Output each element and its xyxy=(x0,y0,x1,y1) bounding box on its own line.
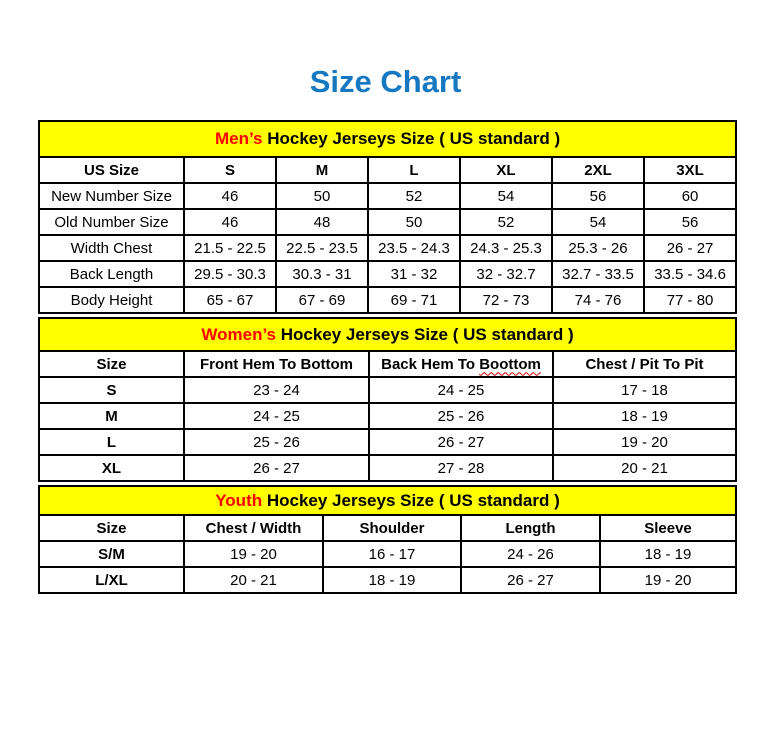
table-row xyxy=(39,287,736,313)
table-cell: 32.7 - 33.5 xyxy=(552,261,644,287)
row-label: Width Chest xyxy=(39,235,184,261)
table-row xyxy=(39,183,736,209)
column-header: Chest / Width xyxy=(184,515,323,541)
mens-band-title xyxy=(39,121,736,157)
table-cell: 60 xyxy=(644,183,736,209)
table-cell: 65 - 67 xyxy=(184,287,276,313)
column-header: 3XL xyxy=(644,157,736,183)
row-label: L/XL xyxy=(39,567,184,593)
mens-header-row xyxy=(39,157,736,183)
row-label: L xyxy=(39,429,184,455)
table-row xyxy=(39,377,736,403)
page-title: Size Chart xyxy=(309,64,462,99)
mens-band-rest: Hockey Jerseys Size ( US standard ) xyxy=(262,129,561,148)
table-cell: 52 xyxy=(368,183,460,209)
row-label: XL xyxy=(39,455,184,481)
row-label: S/M xyxy=(39,541,184,567)
table-row xyxy=(39,567,736,593)
table-cell: 32 - 32.7 xyxy=(460,261,552,287)
table-cell: 26 - 27 xyxy=(369,429,553,455)
column-header: 2XL xyxy=(552,157,644,183)
table-cell: 26 - 27 xyxy=(461,567,600,593)
row-label: Body Height xyxy=(39,287,184,313)
womens-header-row xyxy=(39,351,736,377)
table-cell: 77 - 80 xyxy=(644,287,736,313)
table-cell: 25.3 - 26 xyxy=(552,235,644,261)
column-header: L xyxy=(368,157,460,183)
column-header: XL xyxy=(460,157,552,183)
womens-size-table xyxy=(38,317,737,482)
row-label: S xyxy=(39,377,184,403)
table-cell: 52 xyxy=(460,209,552,235)
womens-band-rest: Hockey Jerseys Size ( US standard ) xyxy=(276,324,574,344)
table-cell: 20 - 21 xyxy=(184,567,323,593)
table-cell: 48 xyxy=(276,209,368,235)
table-cell: 24.3 - 25.3 xyxy=(460,235,552,261)
table-cell: 54 xyxy=(460,183,552,209)
youth-band-rest: Hockey Jerseys Size ( US standard ) xyxy=(262,490,560,510)
table-cell: 20 - 21 xyxy=(553,455,736,481)
table-cell: 22.5 - 23.5 xyxy=(276,235,368,261)
table-cell: 29.5 - 30.3 xyxy=(184,261,276,287)
youth-band-title xyxy=(39,486,736,515)
row-label: Old Number Size xyxy=(39,209,184,235)
table-cell: 46 xyxy=(184,209,276,235)
table-cell: 74 - 76 xyxy=(552,287,644,313)
youth-header-row xyxy=(39,515,736,541)
column-header-prefix: Back Hem To xyxy=(381,355,480,373)
column-header: S xyxy=(184,157,276,183)
table-cell: 25 - 26 xyxy=(369,403,553,429)
column-header: Size xyxy=(39,351,184,377)
table-cell: 46 xyxy=(184,183,276,209)
table-cell: 33.5 - 34.6 xyxy=(644,261,736,287)
mens-size-table xyxy=(38,120,737,314)
column-header: M xyxy=(276,157,368,183)
table-cell: 24 - 26 xyxy=(461,541,600,567)
table-cell: 50 xyxy=(276,183,368,209)
table-row xyxy=(39,209,736,235)
womens-band-highlight: Women’s xyxy=(201,324,276,344)
column-header-with-spellcheck xyxy=(369,351,553,377)
table-cell: 19 - 20 xyxy=(600,567,736,593)
youth-band-highlight: Youth xyxy=(215,490,263,510)
table-cell: 56 xyxy=(644,209,736,235)
table-row xyxy=(39,261,736,287)
table-cell: 24 - 25 xyxy=(184,403,369,429)
table-cell: 23 - 24 xyxy=(184,377,369,403)
youth-size-table xyxy=(38,485,737,594)
table-cell: 54 xyxy=(552,209,644,235)
table-cell: 31 - 32 xyxy=(368,261,460,287)
column-header: Size xyxy=(39,515,184,541)
table-row xyxy=(39,235,736,261)
column-header: Shoulder xyxy=(323,515,461,541)
table-cell: 21.5 - 22.5 xyxy=(184,235,276,261)
table-row xyxy=(39,541,736,567)
youth-band xyxy=(39,486,736,515)
table-cell: 27 - 28 xyxy=(369,455,553,481)
table-cell: 23.5 - 24.3 xyxy=(368,235,460,261)
row-label: M xyxy=(39,403,184,429)
table-row xyxy=(39,455,736,481)
table-cell: 30.3 - 31 xyxy=(276,261,368,287)
table-cell: 26 - 27 xyxy=(184,455,369,481)
table-row xyxy=(39,429,736,455)
row-label: New Number Size xyxy=(39,183,184,209)
womens-band xyxy=(39,318,736,351)
mens-band xyxy=(39,121,736,157)
column-header: US Size xyxy=(39,157,184,183)
column-header: Sleeve xyxy=(600,515,736,541)
table-cell: 56 xyxy=(552,183,644,209)
table-cell: 50 xyxy=(368,209,460,235)
table-cell: 72 - 73 xyxy=(460,287,552,313)
table-cell: 18 - 19 xyxy=(553,403,736,429)
table-cell: 19 - 20 xyxy=(184,541,323,567)
table-cell: 25 - 26 xyxy=(184,429,369,455)
misspelled-word: Boottom xyxy=(479,355,541,373)
table-cell: 26 - 27 xyxy=(644,235,736,261)
table-cell: 18 - 19 xyxy=(600,541,736,567)
table-cell: 17 - 18 xyxy=(553,377,736,403)
column-header: Length xyxy=(461,515,600,541)
table-cell: 69 - 71 xyxy=(368,287,460,313)
womens-band-title xyxy=(39,318,736,351)
table-row xyxy=(39,403,736,429)
table-cell: 18 - 19 xyxy=(323,567,461,593)
column-header: Front Hem To Bottom xyxy=(184,351,369,377)
row-label: Back Length xyxy=(39,261,184,287)
mens-band-highlight: Men’s xyxy=(214,129,263,148)
column-header: Chest / Pit To Pit xyxy=(553,351,736,377)
table-cell: 19 - 20 xyxy=(553,429,736,455)
table-cell: 16 - 17 xyxy=(323,541,461,567)
table-cell: 67 - 69 xyxy=(276,287,368,313)
table-cell: 24 - 25 xyxy=(369,377,553,403)
